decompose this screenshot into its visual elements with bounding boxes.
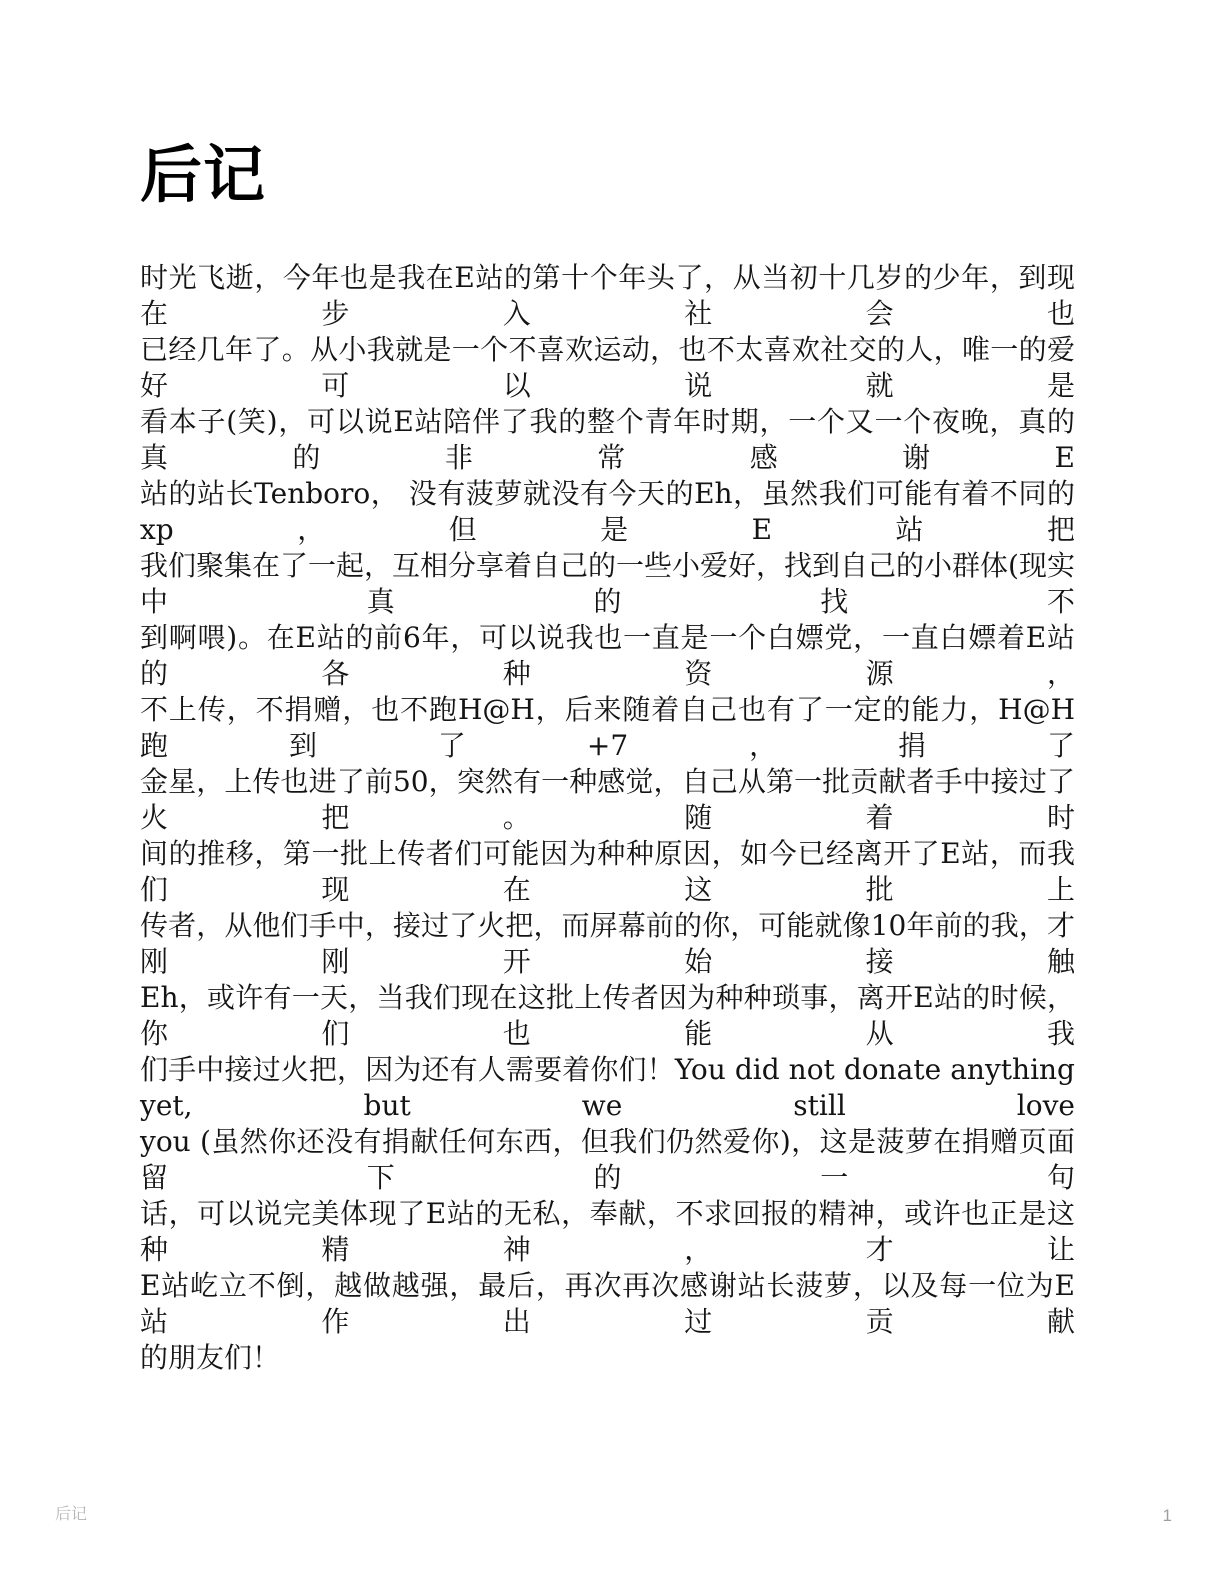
paragraph-line: 到啊喂)。在E站的前6年，可以说我也一直是一个白嫖党，一直白嫖着E站的各种资源， — [140, 621, 1075, 690]
paragraph-line: 时光飞逝，今年也是我在E站的第十个年头了，从当初十几岁的少年，到现在步入社会也 — [140, 261, 1075, 330]
paragraph-line: 已经几年了。从小我就是一个不喜欢运动，也不太喜欢社交的人，唯一的爱好可以说就是 — [140, 333, 1075, 402]
page-content — [140, 140, 1075, 1376]
footer-page-number: 1 — [1162, 1506, 1172, 1525]
paragraph-line: 话，可以说完美体现了E站的无私，奉献，不求回报的精神，或许也正是这种精神，才让 — [140, 1197, 1075, 1266]
paragraph-line: E站屹立不倒，越做越强，最后，再次再次感谢站长菠萝，以及每一位为E站作出过贡献 — [140, 1269, 1075, 1338]
page-title: 后记 — [140, 138, 267, 211]
footer-section-label: 后记 — [55, 1506, 88, 1523]
paragraph-line: Eh，或许有一天，当我们现在这批上传者因为种种琐事，离开E站的时候，你们也能从我 — [140, 981, 1075, 1050]
paragraph-line: 看本子(笑)，可以说E站陪伴了我的整个青年时期，一个又一个夜晚，真的真的非常感谢E — [140, 405, 1075, 474]
paragraph-line: 站的站长Tenboro， 没有菠萝就没有今天的Eh，虽然我们可能有着不同的xp，但是E站把 — [140, 477, 1075, 546]
paragraph-line: 不上传，不捐赠，也不跑H@H，后来随着自己也有了一定的能力，H@H跑到了+7，捐了 — [140, 693, 1075, 762]
body-paragraph — [140, 260, 1075, 1376]
paragraph-line: 间的推移，第一批上传者们可能因为种种原因，如今已经离开了E站，而我们现在这批上 — [140, 837, 1075, 906]
paragraph-line: 我们聚集在了一起，互相分享着自己的一些小爱好，找到自己的小群体(现实中真的找不 — [140, 549, 1075, 618]
paragraph-line: 传者，从他们手中，接过了火把，而屏幕前的你，可能就像10年前的我，才刚刚开始接触 — [140, 909, 1075, 978]
paragraph-line: 金星，上传也进了前50，突然有一种感觉，自己从第一批贡献者手中接过了火把。随着时 — [140, 765, 1075, 834]
paragraph-line: you (虽然你还没有捐献任何东西，但我们仍然爱你)，这是菠萝在捐赠页面留下的一句 — [140, 1125, 1075, 1194]
paragraph-line: 们手中接过火把，因为还有人需要着你们！You did not donate anything yet, but we still love — [140, 1053, 1075, 1122]
paragraph-line-last: 的朋友们！ — [140, 1341, 281, 1374]
